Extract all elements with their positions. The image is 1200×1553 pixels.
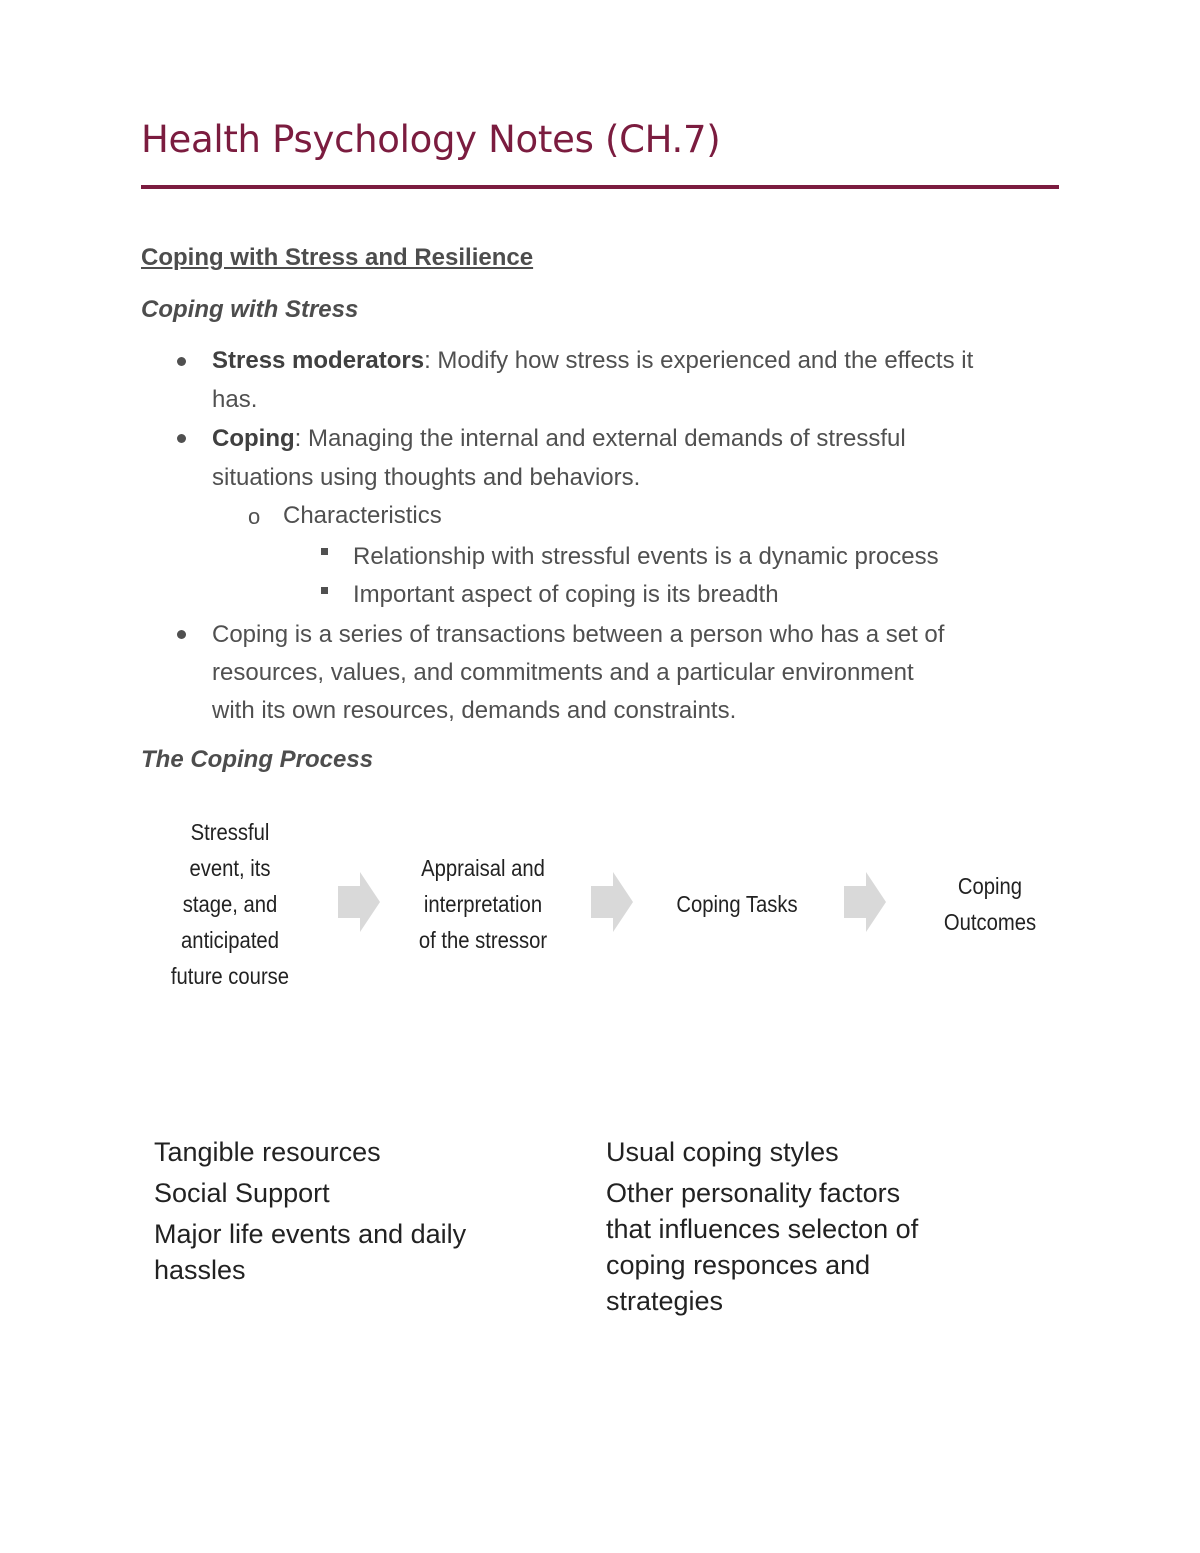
- bullet-coping: [212, 424, 906, 454]
- flow-arrow-icon: [591, 872, 633, 932]
- bullet-text: : Modify how stress is experienced and the effects it: [424, 347, 974, 374]
- factor-item-continuation: coping responces and: [606, 1250, 871, 1280]
- flow-line: anticipated: [181, 927, 279, 953]
- flow-line: Coping Tasks: [676, 891, 798, 917]
- resource-item-continuation: hassles: [154, 1255, 246, 1285]
- resource-item: Tangible resources: [154, 1137, 381, 1167]
- square-bullet: [321, 548, 328, 555]
- flow-line: event, its: [189, 855, 271, 881]
- flow-line: interpretation: [423, 891, 543, 917]
- flow-line: Coping: [957, 873, 1023, 899]
- bullet-dot: [177, 630, 186, 639]
- left-resource-column: [154, 1134, 554, 1293]
- bullet-dot: [177, 434, 186, 443]
- bullet-text: : Managing the internal and external demands of stressful: [294, 425, 906, 452]
- flow-line: Outcomes: [943, 909, 1037, 935]
- right-factors-column: [606, 1134, 1026, 1324]
- bullet-continuation: resources, values, and commitments and a particular environment: [212, 659, 914, 686]
- title-rule: [141, 185, 1059, 189]
- bullet-continuation: has.: [212, 386, 258, 413]
- resource-item: Major life events and daily: [154, 1219, 467, 1249]
- subheading-coping-process: The Coping Process: [141, 746, 374, 773]
- sub-bullet-marker: o: [248, 504, 261, 529]
- factor-item: Other personality factors: [606, 1178, 901, 1208]
- bullet-continuation: with its own resources, demands and constraints.: [212, 697, 737, 724]
- characteristic-item: Important aspect of coping is its breadth: [353, 581, 779, 608]
- flow-line: stage, and: [182, 891, 278, 917]
- flow-line: Appraisal and: [421, 855, 545, 881]
- square-bullet: [321, 587, 328, 594]
- bullet-dot: [177, 357, 186, 366]
- subheading-coping-with-stress: Coping with Stress: [141, 296, 359, 323]
- flow-step-stressful-event: [151, 814, 309, 994]
- bullet-transactions: Coping is a series of transactions between a person who has a set of: [212, 621, 945, 648]
- flow-arrow-icon: [338, 872, 380, 932]
- factor-item: Usual coping styles: [606, 1137, 839, 1167]
- characteristic-item: Relationship with stressful events is a dynamic process: [353, 543, 939, 570]
- page-title: Health Psychology Notes (CH.7): [141, 118, 721, 161]
- flow-line: future course: [170, 963, 290, 989]
- flow-step-appraisal: [395, 850, 571, 958]
- flow-line: Stressful: [190, 819, 270, 845]
- flow-step-coping-tasks: [649, 886, 825, 922]
- bullet-stress-moderators: [212, 346, 973, 376]
- sub-bullet-characteristics: Characteristics: [283, 502, 442, 529]
- section-heading: Coping with Stress and Resilience: [141, 244, 534, 271]
- flow-arrow-icon: [844, 872, 886, 932]
- resource-item: Social Support: [154, 1178, 330, 1208]
- term-stress-moderators: Stress moderators: [212, 347, 425, 374]
- bullet-continuation: situations using thoughts and behaviors.: [212, 464, 641, 491]
- flow-step-coping-outcomes: [902, 868, 1078, 940]
- flow-line: of the stressor: [418, 927, 548, 953]
- factor-item-continuation: strategies: [606, 1286, 724, 1316]
- term-coping: Coping: [212, 425, 295, 452]
- factor-item-continuation: that influences selecton of: [606, 1214, 919, 1244]
